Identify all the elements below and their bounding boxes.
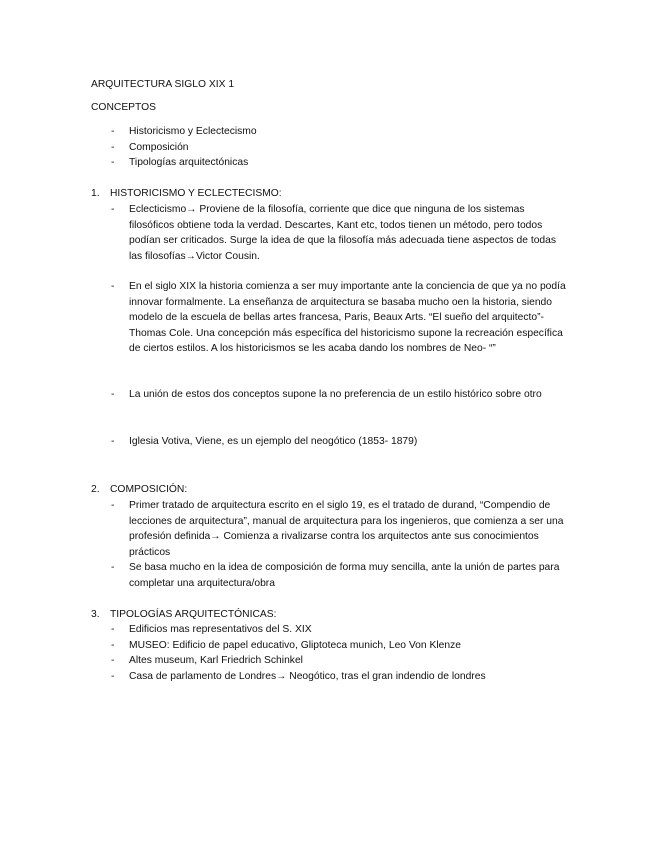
list-item-text: Eclecticismo→ Proviene de la filosofía, corriente que dice que ninguna de los sistemas filosóficos obtiene toda la verdad. Descartes, Kant etc, todos tienen un método, pero todos podían ser criticados. Surge la idea de que la filosofía más adecuada tiene aspectos de todas las filosofías→Victor Cousin. bbox=[129, 204, 557, 262]
section-number: 3. bbox=[91, 609, 100, 620]
document-title: ARQUITECTURA SIGLO XIX 1 bbox=[91, 79, 235, 90]
list-item-text: En el siglo XIX la historia comienza a ser muy importante ante la conciencia de que ya no podía innovar formalmente. La enseñanza de arquitectura se basaba mucho oen la historia, siendo modelo de la escuela de bellas artes francesa, Paris, Beaux Arts. “El sueño del arquitecto”- Thomas Cole. Una concepción más específica del historicismo supone la recreación específica de ciertos estilos. A los historicismos se les acaba dando los nombres de Neo- “” bbox=[129, 281, 566, 354]
bullet-dash: - bbox=[111, 624, 115, 635]
bullet-dash: - bbox=[111, 157, 115, 168]
list-item-text: Tipologías arquitectónicas bbox=[129, 157, 249, 168]
bullet-dash: - bbox=[111, 640, 115, 651]
list-item-text: La unión de estos dos conceptos supone la no preferencia de un estilo histórico sobre otro bbox=[129, 389, 542, 400]
section-title: TIPOLOGÍAS ARQUITECTÓNICAS: bbox=[110, 609, 277, 620]
concepts-heading: CONCEPTOS bbox=[91, 102, 157, 113]
bullet-dash: - bbox=[111, 562, 115, 573]
list-item-text: Historicismo y Eclectecismo bbox=[129, 126, 257, 137]
bullet-dash: - bbox=[111, 281, 115, 292]
list-item-text: Casa de parlamento de Londres→ Neogótico, tras el gran indendio de londres bbox=[129, 671, 486, 682]
section-title: COMPOSICIÓN: bbox=[110, 484, 188, 495]
section-number: 2. bbox=[91, 484, 100, 495]
list-item-text: Altes museum, Karl Friedrich Schinkel bbox=[129, 655, 303, 666]
bullet-dash: - bbox=[111, 142, 115, 153]
bullet-dash: - bbox=[111, 389, 115, 400]
list-item-text: Edificios mas representativos del S. XIX bbox=[129, 624, 312, 635]
bullet-dash: - bbox=[111, 436, 115, 447]
list-item-text: Iglesia Votiva, Viene, es un ejemplo del neogótico (1853- 1879) bbox=[129, 436, 418, 447]
list-item-text: Primer tratado de arquitectura escrito en el siglo 19, es el tratado de durand, “Compendio de lecciones de arquitectura”, manual de arquitectura para los ingenieros, que comienza a ser una profesión definida→ Comienza a rivalizarse contra los arquitectos ante sus conocimientos prácticos bbox=[129, 500, 564, 558]
list-item-text: MUSEO: Edificio de papel educativo, Gliptoteca munich, Leo Von Klenze bbox=[129, 640, 461, 651]
bullet-dash: - bbox=[111, 671, 115, 682]
section-title: HISTORICISMO Y ECLECTECISMO: bbox=[110, 188, 282, 199]
bullet-dash: - bbox=[111, 655, 115, 666]
list-item-text: Composición bbox=[129, 142, 189, 153]
bullet-dash: - bbox=[111, 126, 115, 137]
list-item-text: Se basa mucho en la idea de composición de forma muy sencilla, ante la unión de partes para completar una arquitectura/obra bbox=[129, 562, 560, 589]
section-number: 1. bbox=[91, 188, 100, 199]
bullet-dash: - bbox=[111, 204, 115, 215]
bullet-dash: - bbox=[111, 500, 115, 511]
